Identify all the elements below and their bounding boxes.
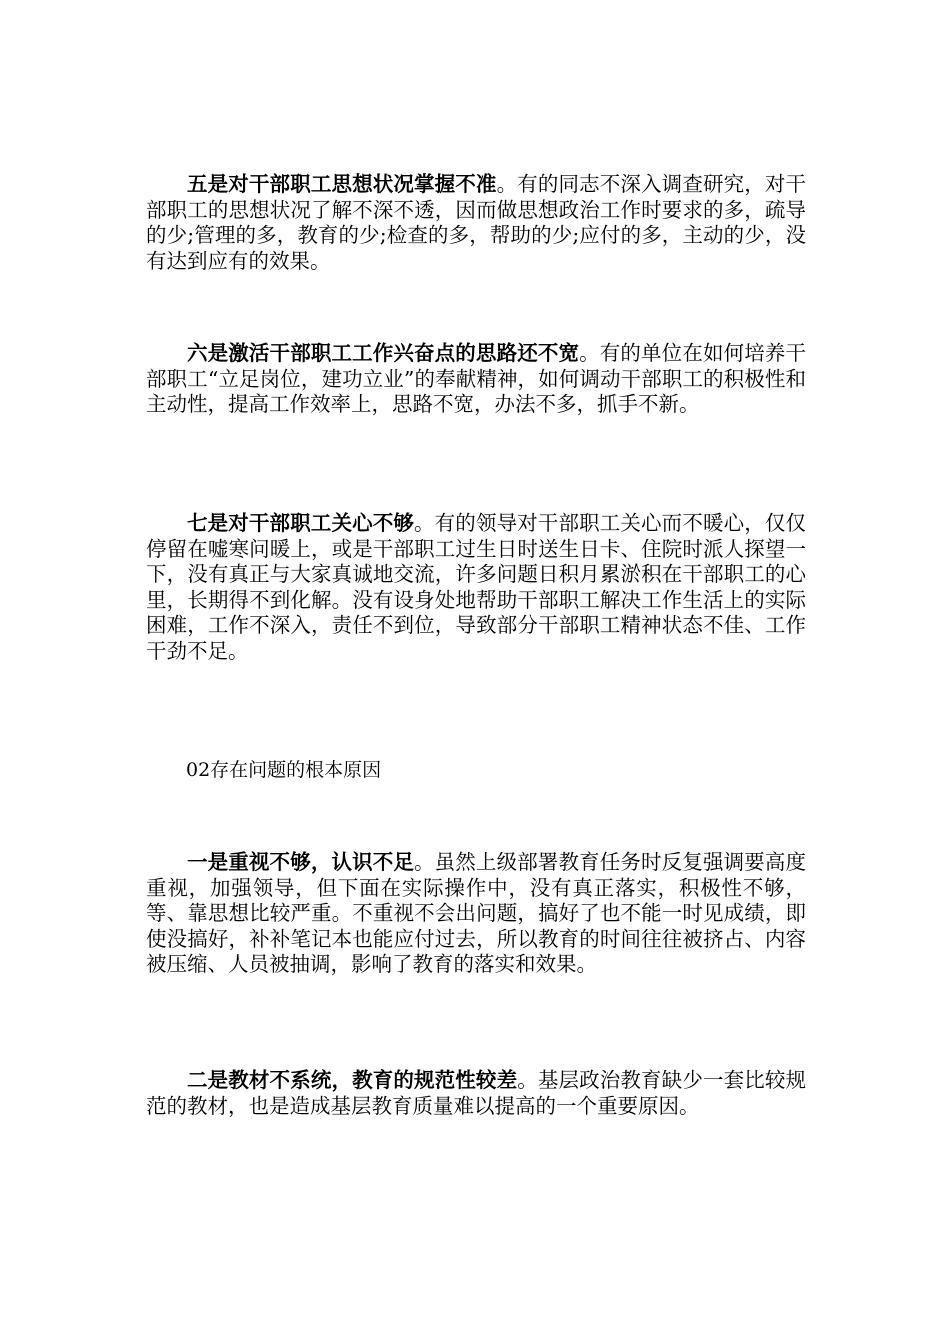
reason-one xyxy=(146,850,806,978)
section-heading: 02存在问题的根本原因 xyxy=(186,759,382,781)
paragraph-six xyxy=(146,341,806,418)
paragraph-lead: 二是教材不系统，教育的规范性较差 xyxy=(187,1068,518,1092)
paragraph-body: 。有的单位在如何培养干部职工“立足岗位，建功立业”的奉献精神，如何调动干部职工的积极性和主动性，提高工作效率上，思路不宽，办法不多，抓手不新。 xyxy=(146,341,807,416)
paragraph-five xyxy=(146,172,806,274)
paragraph-body: 。有的同志不深入调查研究，对干部职工的思想状况了解不深不透，因而做思想政治工作时要求的多，疏导的少;管理的多，教育的少;检查的多，帮助的少;应付的多，主动的少，没有达到应有的效果。 xyxy=(146,172,807,273)
paragraph-body: 。有的领导对干部职工关心而不暖心，仅仅停留在嘘寒问暖上，或是干部职工过生日时送生日卡、住院时派人探望一下，没有真正与大家真诚地交流，许多问题日积月累淤积在干部职工的心里，长期得不到化解。没有设身处地帮助干部职工解决工作生活上的实际困难，工作不深入，责任不到位，导致部分干部职工精神状态不佳、工作干劲不足。 xyxy=(146,511,807,663)
paragraph-lead: 七是对干部职工关心不够 xyxy=(187,511,415,535)
paragraph-lead: 一是重视不够，认识不足 xyxy=(187,850,415,874)
paragraph-seven xyxy=(146,511,806,664)
paragraph-lead: 五是对干部职工思想状况掌握不准 xyxy=(187,172,497,196)
paragraph-body: 。虽然上级部署教育任务时反复强调要高度重视，加强领导，但下面在实际操作中，没有真正落实，积极性不够，等、靠思想比较严重。不重视不会出问题，搞好了也不能一时见成绩，即使没搞好，补补笔记本也能应付过去，所以教育的时间往往被挤占、内容被压缩、人员被抽调，影响了教育的落实和效果。 xyxy=(146,850,807,976)
paragraph-lead: 六是激活干部职工工作兴奋点的思路还不宽 xyxy=(187,341,580,365)
paragraph-body: 。基层政治教育缺少一套比较规范的教材，也是造成基层教育质量难以提高的一个重要原因。 xyxy=(146,1068,807,1118)
reason-two xyxy=(146,1068,806,1119)
